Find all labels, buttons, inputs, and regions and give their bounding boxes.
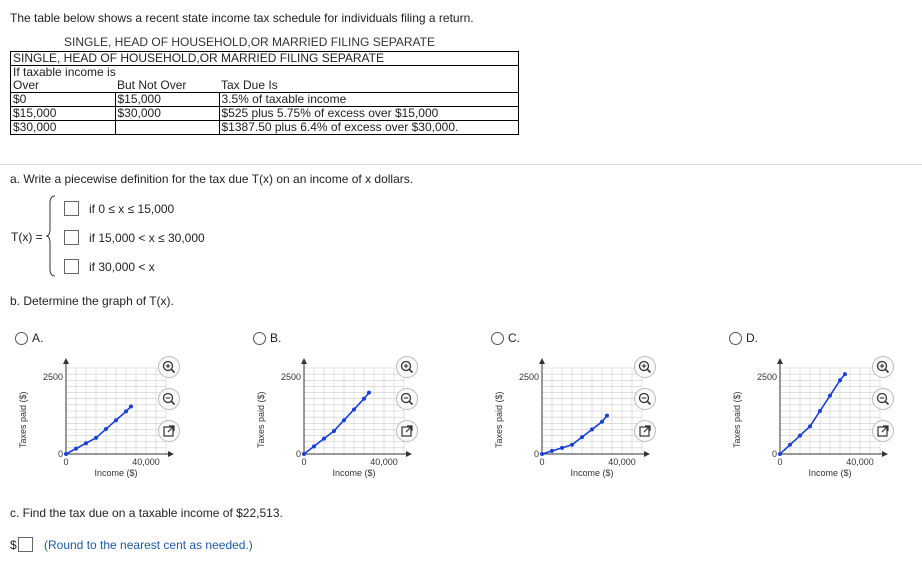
y-tick-label: 0 [771,449,777,459]
data-point [64,452,68,456]
zoom-out-icon-glyph [159,389,179,409]
y-tick-label: 0 [533,449,539,459]
zoom-in-icon[interactable] [634,356,656,378]
radio-choice-a[interactable] [15,332,28,345]
piece-1-condition: if 0 ≤ x ≤ 15,000 [89,201,175,216]
zoom-out-icon[interactable] [158,388,180,410]
currency-symbol: $ [10,537,17,552]
piece-1-input[interactable] [64,201,79,216]
x-tick-label: 0 [777,457,783,467]
zoom-in-icon[interactable] [158,356,180,378]
data-point [322,437,326,441]
data-point [104,427,108,431]
x-tick-label: 40,000 [370,457,398,467]
y-tick-label: 0 [295,449,301,459]
intro-text: The table below shows a recent state income tax schedule for individuals filing a return. [10,11,474,25]
data-point [367,391,371,395]
header-tax-due: Tax Due Is [219,79,519,93]
data-point [590,427,594,431]
zoom-out-icon[interactable] [634,388,656,410]
function-lhs: T(x) = [11,230,43,244]
y-axis-label: Taxes paid ($) [256,391,266,448]
zoom-out-icon[interactable] [872,388,894,410]
table-cell [115,121,219,135]
piece-row-1 [64,201,174,216]
table-row [11,121,519,135]
radio-choice-c[interactable] [491,332,504,345]
choice-label: D. [746,331,758,345]
piece-row-3 [64,259,155,274]
header-over: Over [11,79,116,93]
data-point [788,443,792,447]
zoom-in-icon-glyph [873,357,893,377]
table-caption: SINGLE, HEAD OF HOUSEHOLD,OR MARRIED FILING SEPARATE [64,35,435,49]
table-cell: $30,000 [115,107,219,121]
piece-3-condition: if 30,000 < x [89,259,155,274]
radio-choice-b[interactable] [253,332,266,345]
rounding-hint: (Round to the nearest cent as needed.) [44,538,253,552]
data-point [560,446,564,450]
table-subtitle: If taxable income is [11,66,519,80]
graph-plot [744,330,894,490]
data-point [124,409,128,413]
table-cell: $0 [11,93,116,107]
table-row [11,107,519,121]
x-tick-label: 40,000 [608,457,636,467]
data-point [828,394,832,398]
x-axis-label: Income ($) [570,468,614,478]
table-cell: $15,000 [11,107,116,121]
data-point [114,418,118,422]
expand-icon[interactable] [396,420,418,442]
expand-icon-glyph [635,421,655,441]
piece-2-condition: if 15,000 < x ≤ 30,000 [89,230,205,245]
expand-icon[interactable] [634,420,656,442]
x-tick-label: 0 [63,457,69,467]
data-point [312,444,316,448]
piece-3-input[interactable] [64,259,79,274]
graph-plot [30,330,180,490]
section-divider [0,164,922,165]
x-tick-label: 40,000 [132,457,160,467]
data-point [84,441,88,445]
zoom-in-icon-glyph [635,357,655,377]
zoom-out-icon-glyph [635,389,655,409]
zoom-out-icon[interactable] [396,388,418,410]
y-tick-label: 2500 [42,372,63,383]
axis-arrow-icon [539,358,650,457]
choice-label: A. [32,331,44,345]
table-cell: 3.5% of taxable income [219,93,519,107]
x-tick-label: 0 [539,457,545,467]
y-tick-label: 2500 [280,372,301,383]
data-point [332,429,336,433]
y-axis-label: Taxes paid ($) [494,391,504,448]
x-axis-label: Income ($) [808,468,852,478]
header-but-not-over: But Not Over [117,78,187,92]
graph-choice-b [250,330,450,490]
graph-choice-c [488,330,688,490]
data-point [302,452,306,456]
data-point [94,436,98,440]
data-point [74,447,78,451]
data-point [352,407,356,411]
part-b-prompt: b. Determine the graph of T(x). [10,294,174,308]
graph-choice-d [726,330,922,490]
zoom-out-icon-glyph [873,389,893,409]
data-point [362,397,366,401]
zoom-in-icon[interactable] [872,356,894,378]
choice-label: B. [270,331,282,345]
graph-plot [268,330,418,490]
choice-label: C. [508,331,520,345]
table-title: SINGLE, HEAD OF HOUSEHOLD,OR MARRIED FILING SEPARATE [11,52,519,66]
answer-row [10,537,33,552]
x-axis-label: Income ($) [332,468,376,478]
expand-icon[interactable] [158,420,180,442]
data-point [342,418,346,422]
x-tick-label: 40,000 [846,457,874,467]
data-point [570,443,574,447]
data-point [580,435,584,439]
tax-schedule-table [10,51,519,135]
zoom-in-icon-glyph [397,357,417,377]
y-axis-label: Taxes paid ($) [18,391,28,448]
y-tick-label: 0 [57,449,63,459]
expand-icon-glyph [397,421,417,441]
part-a-prompt: a. Write a piecewise definition for the tax due T(x) on an income of x dollars. [10,172,414,186]
x-tick-label: 0 [301,457,307,467]
y-tick-label: 2500 [756,372,777,383]
data-point [600,420,604,424]
data-point [798,434,802,438]
data-point [808,424,812,428]
piece-2-input[interactable] [64,230,79,245]
x-axis-label: Income ($) [94,468,138,478]
axis-arrow-icon [63,358,174,457]
expand-icon-glyph [873,421,893,441]
table-row [11,93,519,107]
data-point [843,372,847,376]
y-tick-label: 2500 [518,372,539,383]
zoom-out-icon-glyph [397,389,417,409]
table-cell: $1387.50 plus 6.4% of excess over $30,000. [219,121,519,135]
table-cell: $15,000 [115,93,219,107]
data-point [778,452,782,456]
zoom-in-icon-glyph [159,357,179,377]
data-point [540,452,544,456]
data-point [605,414,609,418]
table-cell: $525 plus 5.75% of excess over $15,000 [219,107,519,121]
graph-choice-a [12,330,212,490]
zoom-in-icon[interactable] [396,356,418,378]
y-axis-label: Taxes paid ($) [732,391,742,448]
graph-plot [506,330,656,490]
brace-icon [46,195,56,277]
data-point [550,449,554,453]
data-point [838,378,842,382]
piece-row-2 [64,230,205,245]
expand-icon-glyph [159,421,179,441]
radio-choice-d[interactable] [729,332,742,345]
part-c-prompt: c. Find the tax due on a taxable income of $22,513. [10,506,283,520]
tax-answer-input[interactable] [18,537,33,552]
expand-icon[interactable] [872,420,894,442]
data-point [818,409,822,413]
data-point [129,404,133,408]
table-cell: $30,000 [11,121,116,135]
